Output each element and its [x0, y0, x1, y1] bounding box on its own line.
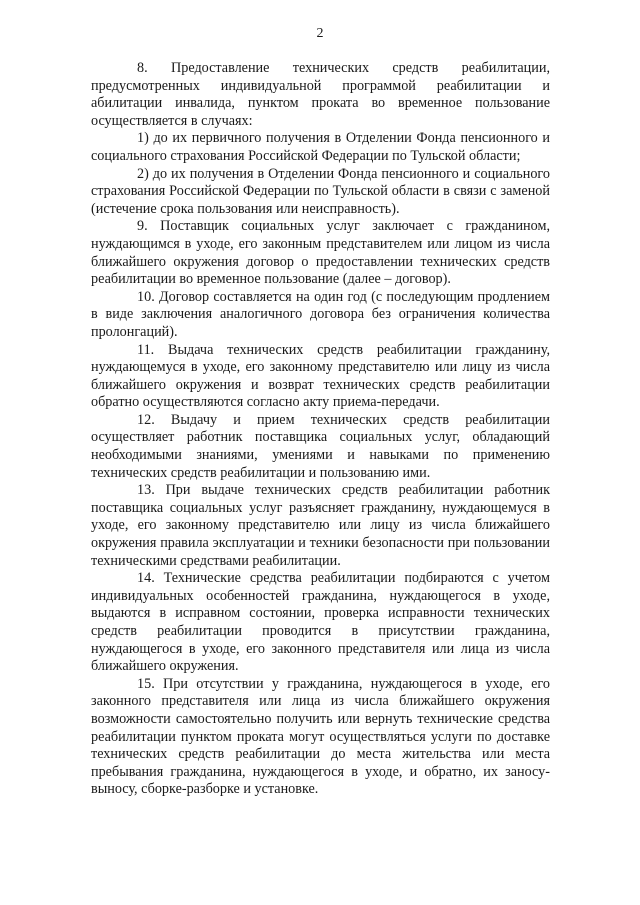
paragraph-13: 13. При выдаче технических средств реабилитации работник поставщика социальных услуг разъясняет гражданину, нуждающемуся в уходе, его законному представителю или лицу из числа ближайшего окружения правила эксплуатации и техники безопасности при пользовании техническими средствами реабилитации. — [91, 482, 550, 569]
paragraph-11: 11. Выдача технических средств реабилитации гражданину, нуждающемуся в уходе, его законному представителю или лицу из числа ближайшего окружения и возврат технических средств реабилитации обратно осуществляются согласно акту приема-передачи. — [91, 341, 550, 411]
paragraph-15: 15. При отсутствии у гражданина, нуждающегося в уходе, его законного представителя или лица из числа ближайшего окружения возможности самостоятельно получить или вернуть технические средства реабилитации пунктом проката могут осуществляться услуги по доставке технических средств реабилитации до места жительства или места пребывания гражданина, нуждающегося в уходе, и обратно, их заносу-выносу, сборке-разборке и установке. — [91, 675, 550, 798]
paragraph-14: 14. Технические средства реабилитации подбираются с учетом индивидуальных особенностей гражданина, нуждающегося в уходе, выдаются в исправном состоянии, проверка исправности технических средств реабилитации проводится в присутствии гражданина, нуждающегося в уходе, его законного представителя или лица из числа ближайшего окружения. — [91, 570, 550, 675]
paragraph-8-item-1: 1) до их первичного получения в Отделении Фонда пенсионного и социального страхования Российской Федерации по Тульской области; — [91, 130, 550, 164]
paragraph-8: 8. Предоставление технических средств реабилитации, предусмотренных индивидуальной программой реабилитации и абилитации инвалида, пунктом проката во временное пользование осуществляется в случаях: — [91, 60, 550, 129]
paragraph-12: 12. Выдачу и прием технических средств реабилитации осуществляет работник поставщика социальных услуг, обладающий необходимыми знаниями, умениями и навыками по применению технических средств реабилитации и пользованию ими. — [91, 411, 550, 481]
paragraph-10: 10. Договор составляется на один год (с последующим продлением в виде заключения аналогичного договора без ограничения количества пролонгаций). — [91, 288, 550, 340]
document-body — [91, 60, 550, 799]
paragraph-9: 9. Поставщик социальных услуг заключает с гражданином, нуждающимся в уходе, его законным представителем или лицом из числа ближайшего окружения договор о предоставлении технических средств реабилитации во временное пользование (далее – договор). — [91, 218, 550, 288]
paragraph-8-item-2: 2) до их получения в Отделении Фонда пенсионного и социального страхования Российской Федерации по Тульской области в связи с заменой (истечение срока пользования или неисправность). — [91, 165, 550, 217]
page-number: 2 — [316, 26, 324, 41]
